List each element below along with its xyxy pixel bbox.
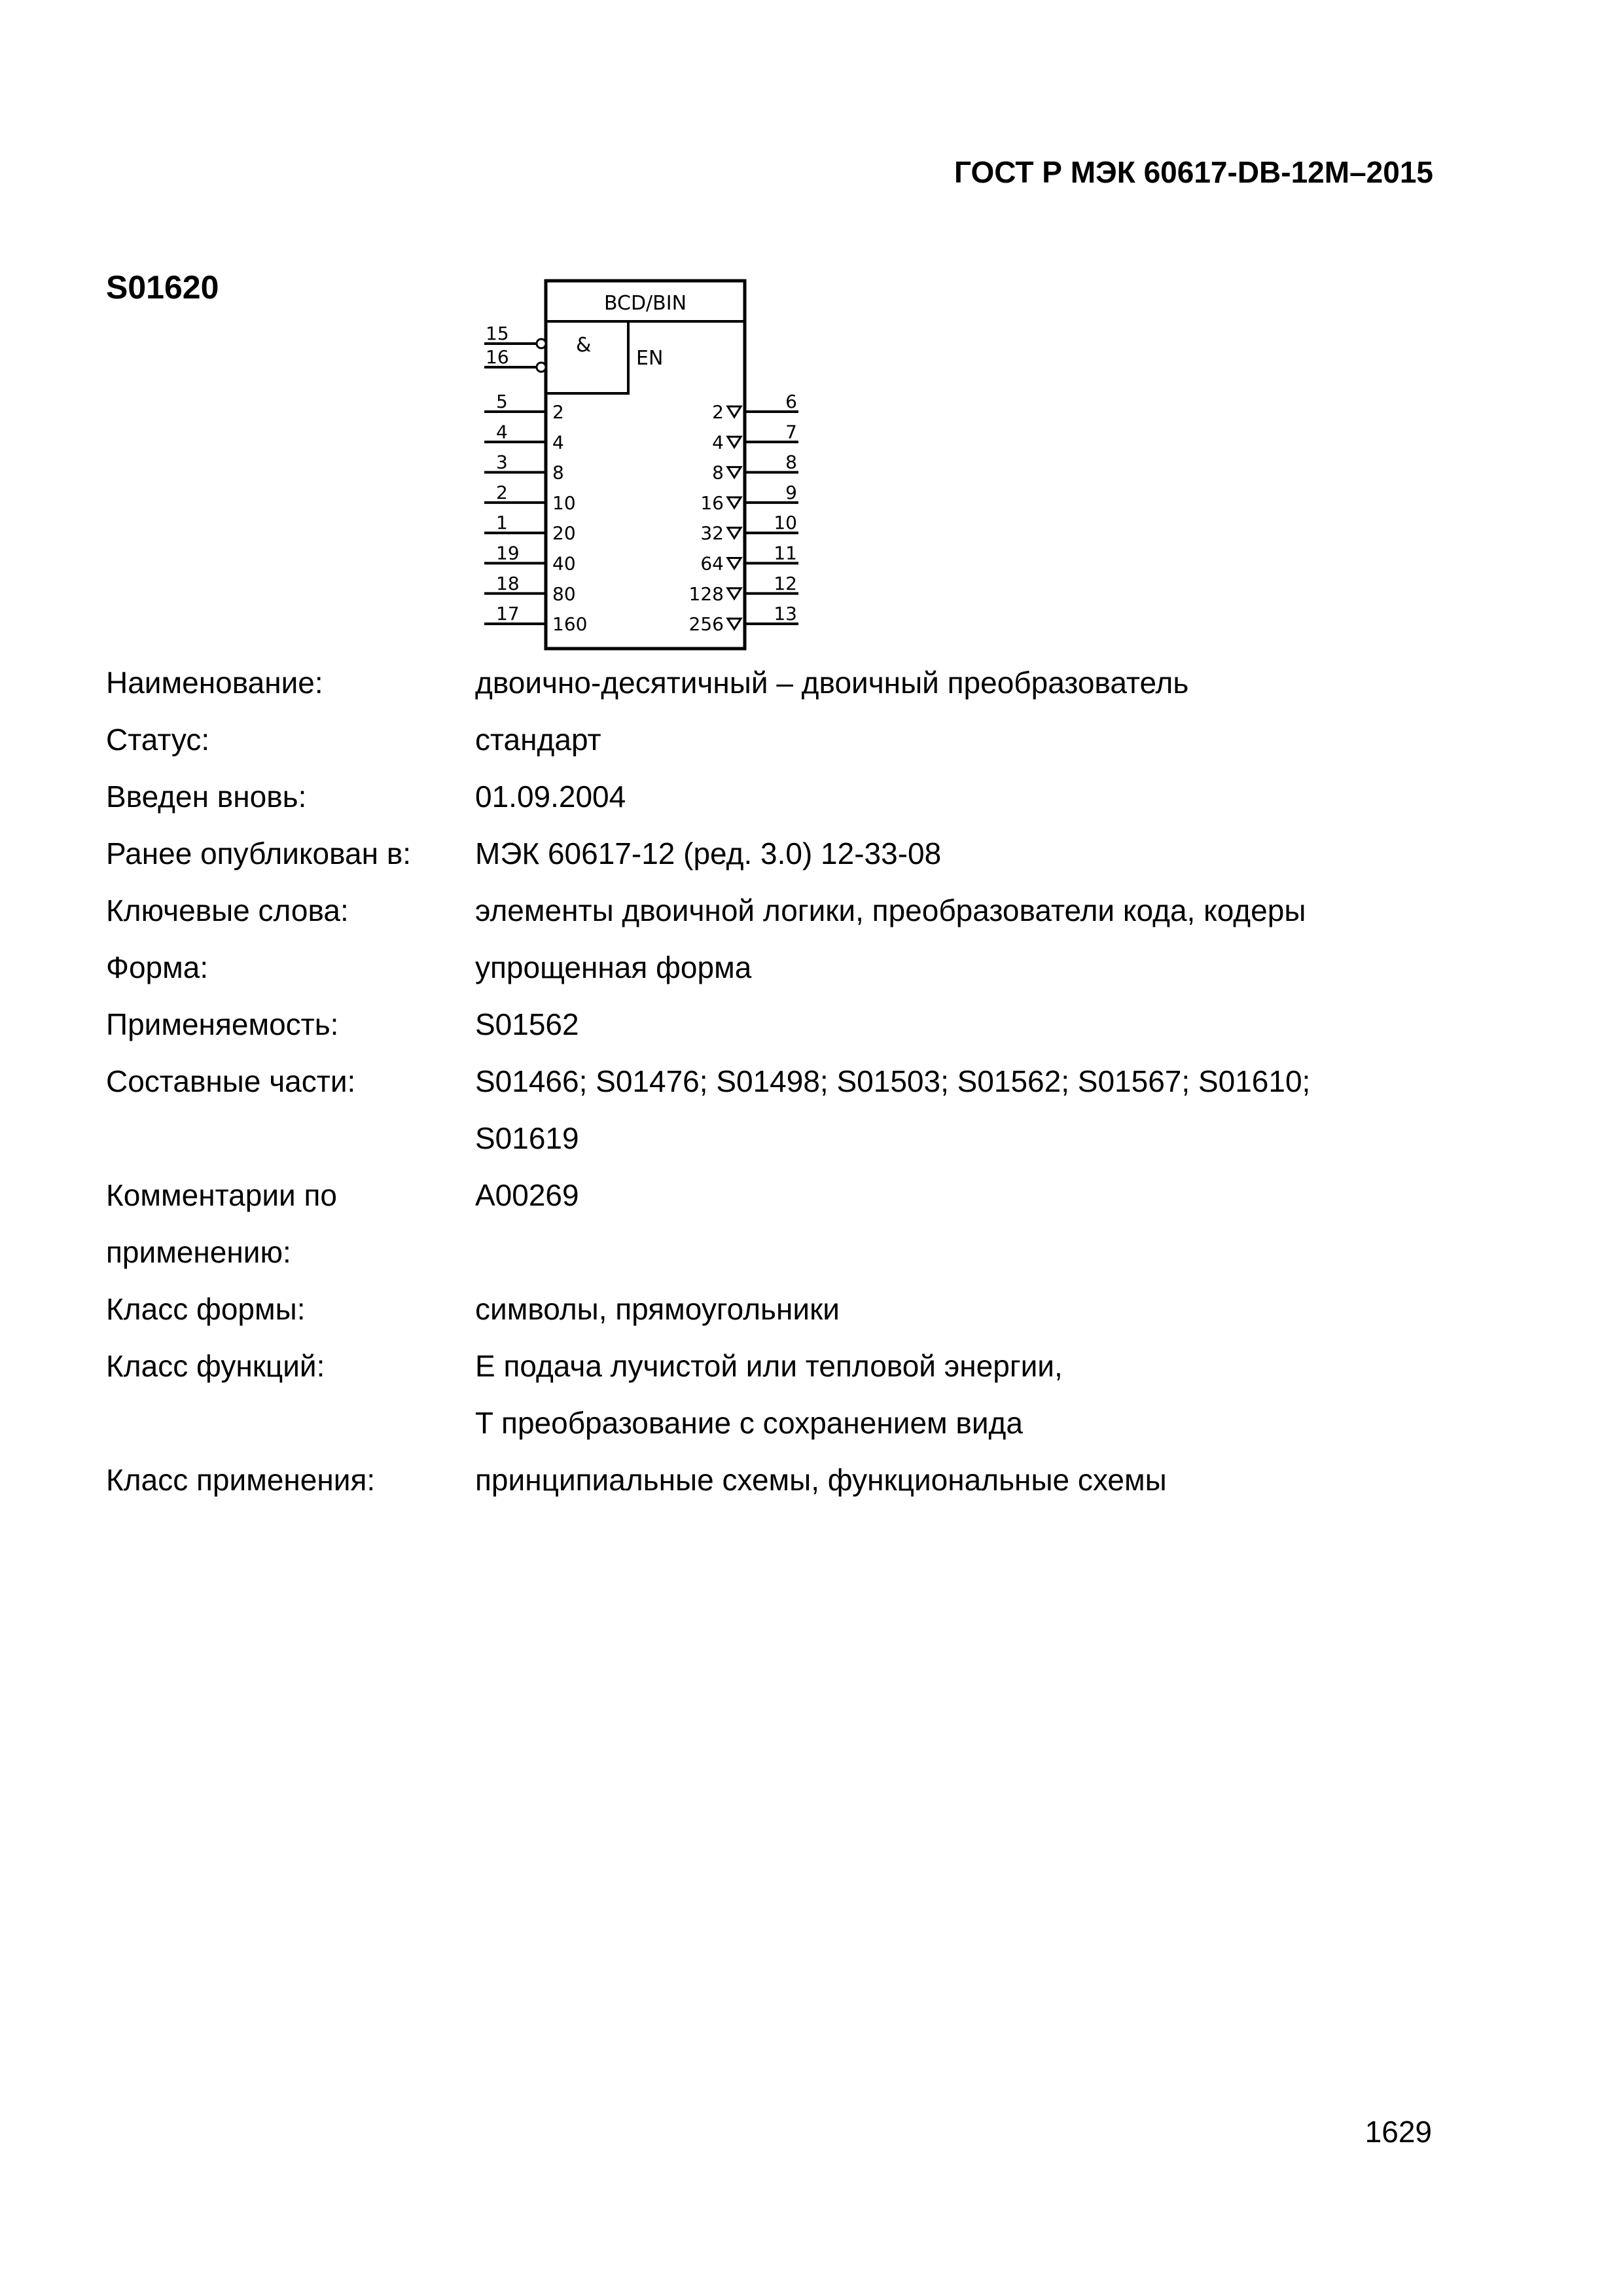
output-weight-label: 8	[712, 461, 724, 484]
property-value-line: принципиальные схемы, функциональные схемы	[475, 1463, 1167, 1497]
property-row	[106, 1452, 1448, 1509]
property-value	[475, 825, 1448, 882]
property-value	[475, 655, 1448, 711]
output-pin-number: 7	[785, 421, 797, 443]
property-value-line: S01562	[475, 1007, 579, 1041]
property-value-line: E подача лучистой или тепловой энергии,	[475, 1349, 1063, 1383]
negation-circle-icon	[537, 363, 546, 372]
output-weight-label: 32	[700, 522, 724, 545]
page-number: 1629	[1364, 2115, 1432, 2149]
and-block	[546, 321, 628, 393]
input-weight-label: 2	[552, 401, 564, 423]
property-value	[475, 939, 1448, 996]
open-output-triangle-icon	[728, 497, 741, 508]
property-value-line: T преобразование с сохранением вида	[475, 1406, 1023, 1440]
property-row	[106, 655, 1448, 711]
property-row	[106, 939, 1448, 996]
property-value	[475, 1053, 1448, 1167]
and-label: &	[576, 334, 592, 357]
input-weight-label: 8	[552, 461, 564, 484]
output-weight-label: 64	[700, 552, 724, 575]
input-pin-number: 1	[496, 512, 508, 534]
property-row	[106, 711, 1448, 768]
property-value-line: 01.09.2004	[475, 780, 626, 814]
property-row	[106, 1338, 1448, 1452]
control-pin-number: 16	[486, 346, 509, 368]
property-label: Составные части:	[106, 1064, 356, 1098]
property-row	[106, 1167, 1448, 1281]
bcd-bin-converter-symbol	[476, 272, 817, 658]
property-value-line: стандарт	[475, 723, 601, 757]
open-output-triangle-icon	[728, 558, 741, 569]
input-weight-label: 4	[552, 431, 564, 454]
output-weight-label: 256	[688, 613, 724, 636]
property-value-line: S01619	[475, 1121, 579, 1155]
control-pin-number: 15	[486, 323, 509, 344]
property-value	[475, 882, 1448, 939]
input-pin-number: 3	[496, 451, 508, 473]
output-weight-label: 2	[712, 401, 724, 423]
property-row	[106, 768, 1448, 825]
property-row	[106, 1281, 1448, 1338]
output-pin-number: 11	[774, 542, 797, 564]
output-pin-number: 12	[774, 572, 797, 594]
output-weight-label: 128	[688, 583, 724, 605]
property-value-line: МЭК 60617-12 (ред. 3.0) 12-33-08	[475, 836, 942, 870]
input-weight-label: 40	[552, 552, 576, 575]
property-row	[106, 882, 1448, 939]
property-value	[475, 1338, 1448, 1452]
open-output-triangle-icon	[728, 406, 741, 417]
open-output-triangle-icon	[728, 588, 741, 599]
property-label: Класс функций:	[106, 1349, 325, 1383]
open-output-triangle-icon	[728, 467, 741, 478]
property-label: Форма:	[106, 950, 209, 984]
property-row	[106, 825, 1448, 882]
input-pin-number: 17	[496, 603, 520, 625]
output-pin-number: 10	[774, 512, 797, 534]
input-pin-number: 18	[496, 572, 520, 594]
property-label: Наименование:	[106, 666, 323, 700]
input-pin-number: 2	[496, 481, 508, 503]
property-value-line: символы, прямоугольники	[475, 1292, 840, 1326]
property-label: Класс применения:	[106, 1463, 376, 1497]
property-row	[106, 996, 1448, 1053]
property-label: Ранее опубликован в:	[106, 836, 412, 870]
property-value-line: A00269	[475, 1178, 579, 1212]
en-label: EN	[636, 347, 664, 370]
open-output-triangle-icon	[728, 437, 741, 447]
output-pin-number: 8	[785, 451, 797, 473]
property-value	[475, 1452, 1448, 1509]
output-pin-number: 9	[785, 481, 797, 503]
property-value-line: упрощенная форма	[475, 950, 752, 984]
property-label: Применяемость:	[106, 1007, 339, 1041]
property-label: Комментарии по применению:	[106, 1178, 337, 1269]
property-value	[475, 768, 1448, 825]
property-label: Класс формы:	[106, 1292, 306, 1326]
document-header: ГОСТ Р МЭК 60617-DB-12M–2015	[954, 155, 1433, 189]
output-pin-number: 13	[774, 603, 797, 625]
property-row	[106, 1053, 1448, 1167]
input-pin-number: 19	[496, 542, 520, 564]
property-label: Статус:	[106, 723, 210, 757]
output-weight-label: 4	[712, 431, 724, 454]
property-label: Введен вновь:	[106, 780, 307, 814]
property-value	[475, 711, 1448, 768]
property-value-line: двоично-десятичный – двоичный преобразователь	[475, 666, 1189, 700]
property-value	[475, 1167, 1448, 1281]
properties-table	[106, 655, 1448, 1509]
property-label: Ключевые слова:	[106, 893, 349, 927]
property-value	[475, 1281, 1448, 1338]
block-title: BCD/BIN	[603, 292, 687, 315]
input-weight-label: 20	[552, 522, 576, 545]
property-value	[475, 996, 1448, 1053]
negation-circle-icon	[537, 339, 546, 348]
open-output-triangle-icon	[728, 619, 741, 629]
input-weight-label: 80	[552, 583, 576, 605]
output-pin-number: 6	[785, 391, 797, 412]
output-weight-label: 16	[700, 492, 724, 514]
input-weight-label: 10	[552, 492, 576, 514]
input-pin-number: 5	[496, 391, 508, 412]
input-weight-label: 160	[552, 613, 588, 636]
property-value-line: элементы двоичной логики, преобразователи кода, кодеры	[475, 893, 1306, 927]
property-value-line: S01466; S01476; S01498; S01503; S01562; S01567; S01610;	[475, 1064, 1311, 1098]
input-pin-number: 4	[496, 421, 508, 443]
open-output-triangle-icon	[728, 528, 741, 538]
symbol-code: S01620	[106, 269, 219, 306]
